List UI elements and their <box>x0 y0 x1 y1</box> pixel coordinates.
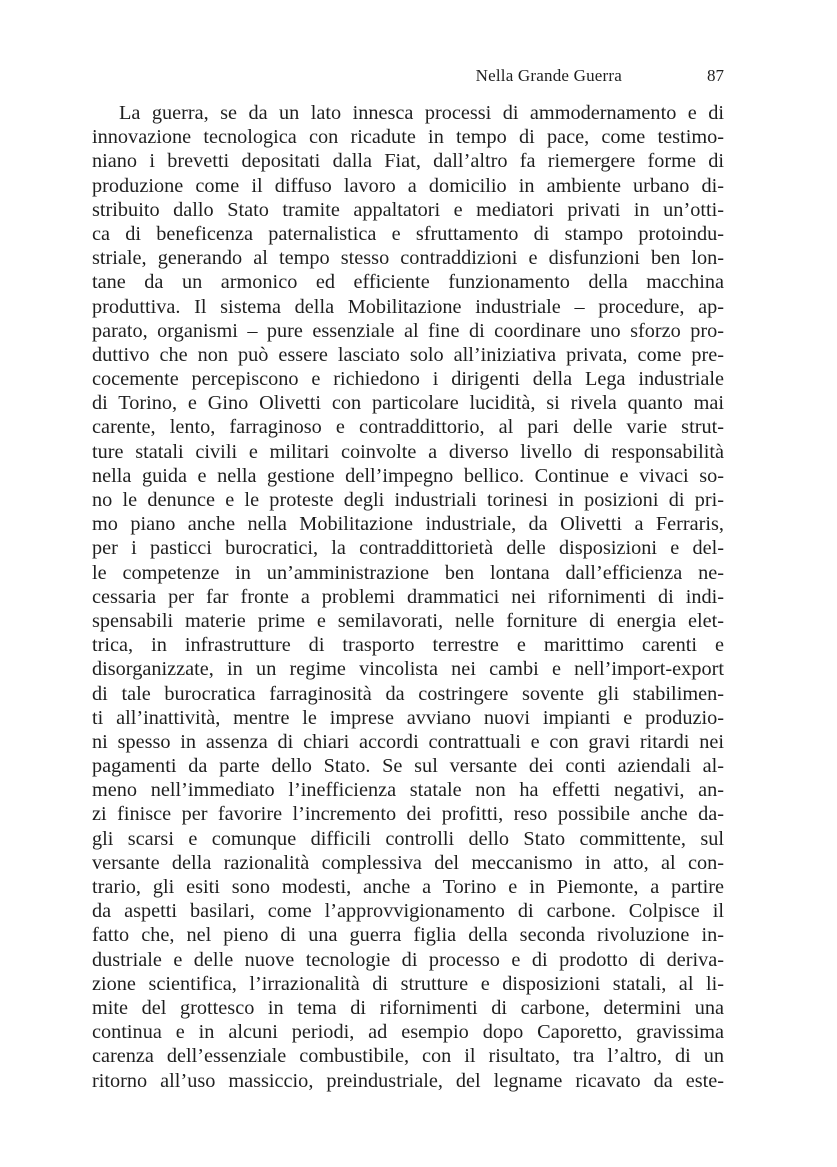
text-line: zione scientifica, l’irrazionalità di strutture e disposizioni statali, al li- <box>92 972 724 995</box>
text-line: disorganizzate, in un regime vincolista nei cambi e nell’import-export <box>92 658 724 681</box>
text-line: continua e in alcuni periodi, ad esempio dopo Caporetto, gravissima <box>92 1021 724 1044</box>
text-line: duttivo che non può essere lasciato solo all’iniziativa privata, come pre- <box>92 343 724 366</box>
text-line: meno nell’immediato l’inefficienza statale non ha effetti negativi, an- <box>92 779 724 802</box>
text-line: La guerra, se da un lato innesca processi di ammodernamento e di <box>119 102 724 124</box>
text-line: nella guida e nella gestione dell’impegno bellico. Continue e vivaci so- <box>92 464 724 487</box>
text-line: per i pasticci burocratici, la contraddittorietà delle disposizioni e del- <box>92 537 724 560</box>
text-line: versante della razionalità complessiva del meccanismo in atto, al con- <box>92 851 724 874</box>
text-line: gli scarsi e comunque difficili controlli dello Stato committente, sul <box>92 827 724 850</box>
text-line: mite del grottesco in tema di rifornimenti di carbone, determini una <box>92 996 724 1019</box>
text-line: ture statali civili e militari coinvolte a diverso livello di responsabilità <box>92 440 724 463</box>
text-line: di Torino, e Gino Olivetti con particolare lucidità, si rivela quanto mai <box>92 392 724 415</box>
text-line: di tale burocratica farraginosità da costringere sovente gli stabilimen- <box>92 682 724 705</box>
text-line: stribuito dallo Stato tramite appaltatori e mediatori privati in un’otti- <box>92 198 724 221</box>
text-line: no le denunce e le proteste degli industriali torinesi in posizioni di pri- <box>92 489 724 511</box>
text-line: fatto che, nel pieno di una guerra figlia della seconda rivoluzione in- <box>92 924 724 947</box>
text-line: niano i brevetti depositati dalla Fiat, dall’altro fa riemergere forme di <box>92 150 724 173</box>
body-paragraph <box>92 101 724 1093</box>
text-line: trario, gli esiti sono modesti, anche a Torino e in Piemonte, a partire <box>92 876 724 898</box>
page-number: 87 <box>707 66 724 85</box>
running-header <box>92 66 726 88</box>
text-line: ritorno all’uso massiccio, preindustriale, del legname ricavato da este- <box>92 1069 724 1092</box>
text-line: carente, lento, farraginoso e contraddittorio, al pari delle varie strut- <box>92 416 724 439</box>
text-line: parato, organismi – pure essenziale al fine di coordinare uno sforzo pro- <box>92 319 724 342</box>
text-line: pagamenti da parte dello Stato. Se sul versante dei conti aziendali al- <box>92 755 724 778</box>
text-line: dustriale e delle nuove tecnologie di processo e di prodotto di deriva- <box>92 948 724 971</box>
text-line: cocemente percepiscono e richiedono i dirigenti della Lega industriale <box>92 368 724 391</box>
text-line: spensabili materie prime e semilavorati, nelle forniture di energia elet- <box>92 609 724 632</box>
text-line: carenza dell’essenziale combustibile, con il risultato, tra l’altro, di un <box>92 1045 724 1068</box>
text-line: tane da un armonico ed efficiente funzionamento della macchina <box>92 271 724 294</box>
text-line: da aspetti basilari, come l’approvvigionamento di carbone. Colpisce il <box>92 900 724 923</box>
text-line: ti all’inattività, mentre le imprese avviano nuovi impianti e produzio- <box>92 706 724 729</box>
text-line: cessaria per far fronte a problemi drammatici nei rifornimenti di indi- <box>92 585 724 608</box>
text-line: mo piano anche nella Mobilitazione industriale, da Olivetti a Ferraris, <box>92 513 724 536</box>
text-line: trica, in infrastrutture di trasporto terrestre e marittimo carenti e <box>92 634 724 657</box>
text-line: le competenze in un’amministrazione ben lontana dall’efficienza ne- <box>92 561 724 584</box>
text-line: produzione come il diffuso lavoro a domicilio in ambiente urbano di- <box>92 174 724 197</box>
text-line: ca di beneficenza paternalistica e sfruttamento di stampo protoindu- <box>92 222 724 245</box>
text-line: innovazione tecnologica con ricadute in tempo di pace, come testimo- <box>92 126 724 149</box>
running-title: Nella Grande Guerra <box>475 66 622 85</box>
text-line: ni spesso in assenza di chiari accordi contrattuali e con gravi ritardi nei <box>92 730 724 753</box>
text-line: striale, generando al tempo stesso contraddizioni e disfunzioni ben lon- <box>92 247 724 270</box>
text-line: produttiva. Il sistema della Mobilitazione industriale – procedure, ap- <box>92 295 724 318</box>
text-line: zi finisce per favorire l’incremento dei profitti, reso possibile anche da- <box>92 803 724 826</box>
